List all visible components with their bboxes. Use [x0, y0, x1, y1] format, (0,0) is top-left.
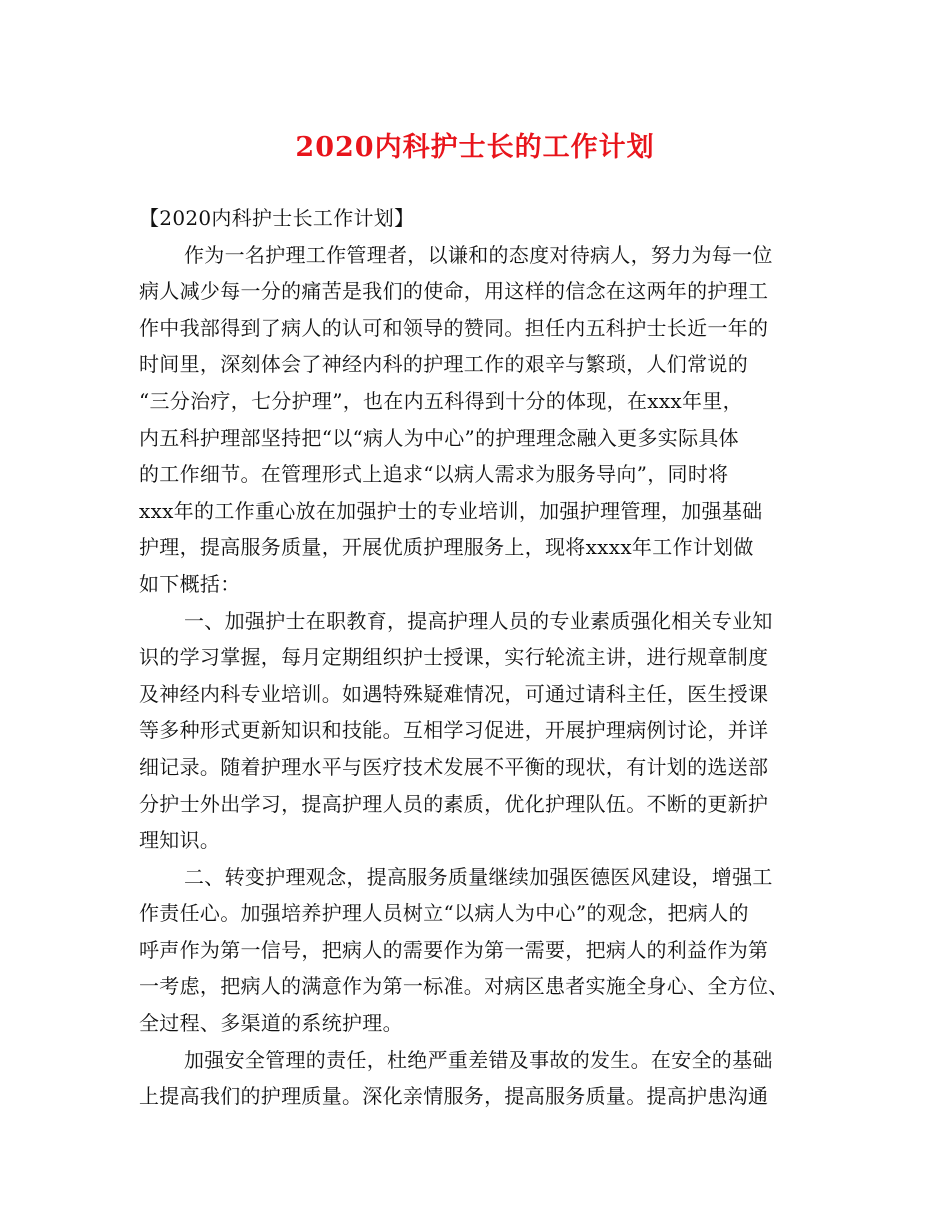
- section-heading: 【2020内科护士长工作计划】: [139, 206, 415, 230]
- paragraph-line: 一、加强护士在职教育，提高护理人员的专业素质强化相关专业知: [184, 608, 773, 633]
- paragraph-line: 如下概括：: [139, 571, 241, 596]
- paragraph-line: 一考虑，把病人的满意作为第一标准。对病区患者实施全身心、全方位、: [139, 974, 789, 999]
- paragraph-line: 加强安全管理的责任，杜绝严重差错及事故的发生。在安全的基础: [184, 1047, 773, 1072]
- paragraph-line: “三分治疗，七分护理”，也在内五科得到十分的体现，在xxx年里，: [139, 388, 743, 413]
- paragraph-line: 病人减少每一分的痛苦是我们的使命，用这样的信念在这两年的护理工: [139, 279, 769, 304]
- paragraph-line: 作为一名护理工作管理者，以谦和的态度对待病人，努力为每一位: [184, 242, 773, 267]
- paragraph-line: 二、转变护理观念，提高服务质量继续加强医德医风建设，增强工: [184, 864, 773, 889]
- paragraph-line: 作中我部得到了病人的认可和领导的赞同。担任内五科护士长近一年的: [139, 315, 769, 340]
- paragraph-line: 作责任心。加强培养护理人员树立“以病人为中心”的观念，把病人的: [139, 901, 749, 926]
- paragraph-line: 上提高我们的护理质量。深化亲情服务，提高服务质量。提高护患沟通: [139, 1084, 769, 1109]
- paragraph-line: 呼声作为第一信号，把病人的需要作为第一需要，把病人的利益作为第: [139, 937, 769, 962]
- paragraph-line: 及神经内科专业培训。如遇特殊疑难情况，可通过请科主任，医生授课: [139, 681, 769, 706]
- document-body: [139, 200, 834, 1115]
- paragraph-line: 理知识。: [139, 828, 221, 853]
- paragraph-line: 等多种形式更新知识和技能。互相学习促进，开展护理病例讨论，并详: [139, 718, 769, 743]
- document-title: 2020内科护士长的工作计划: [295, 132, 655, 163]
- paragraph-line: 识的学习掌握，每月定期组织护士授课，实行轮流主讲，进行规章制度: [139, 645, 769, 670]
- paragraph-line: 全过程、多渠道的系统护理。: [139, 1011, 403, 1036]
- paragraph-line: 时间里，深刻体会了神经内科的护理工作的艰辛与繁琐，人们常说的: [139, 352, 748, 377]
- paragraph-line: 护理，提高服务质量，开展优质护理服务上，现将xxxx年工作计划做: [139, 535, 754, 560]
- paragraph-line: 内五科护理部坚持把“以“病人为中心”的护理理念融入更多实际具体: [139, 425, 739, 450]
- paragraph-line: xxx年的工作重心放在加强护士的专业培训，加强护理管理，加强基础: [139, 498, 763, 523]
- paragraph-line: 的工作细节。在管理形式上追求“以病人需求为服务导向”，同时将: [139, 462, 729, 487]
- paragraph-line: 细记录。随着护理水平与医疗技术发展不平衡的现状，有计划的选送部: [139, 754, 769, 779]
- paragraph-line: 分护士外出学习，提高护理人员的素质，优化护理队伍。不断的更新护: [139, 791, 769, 816]
